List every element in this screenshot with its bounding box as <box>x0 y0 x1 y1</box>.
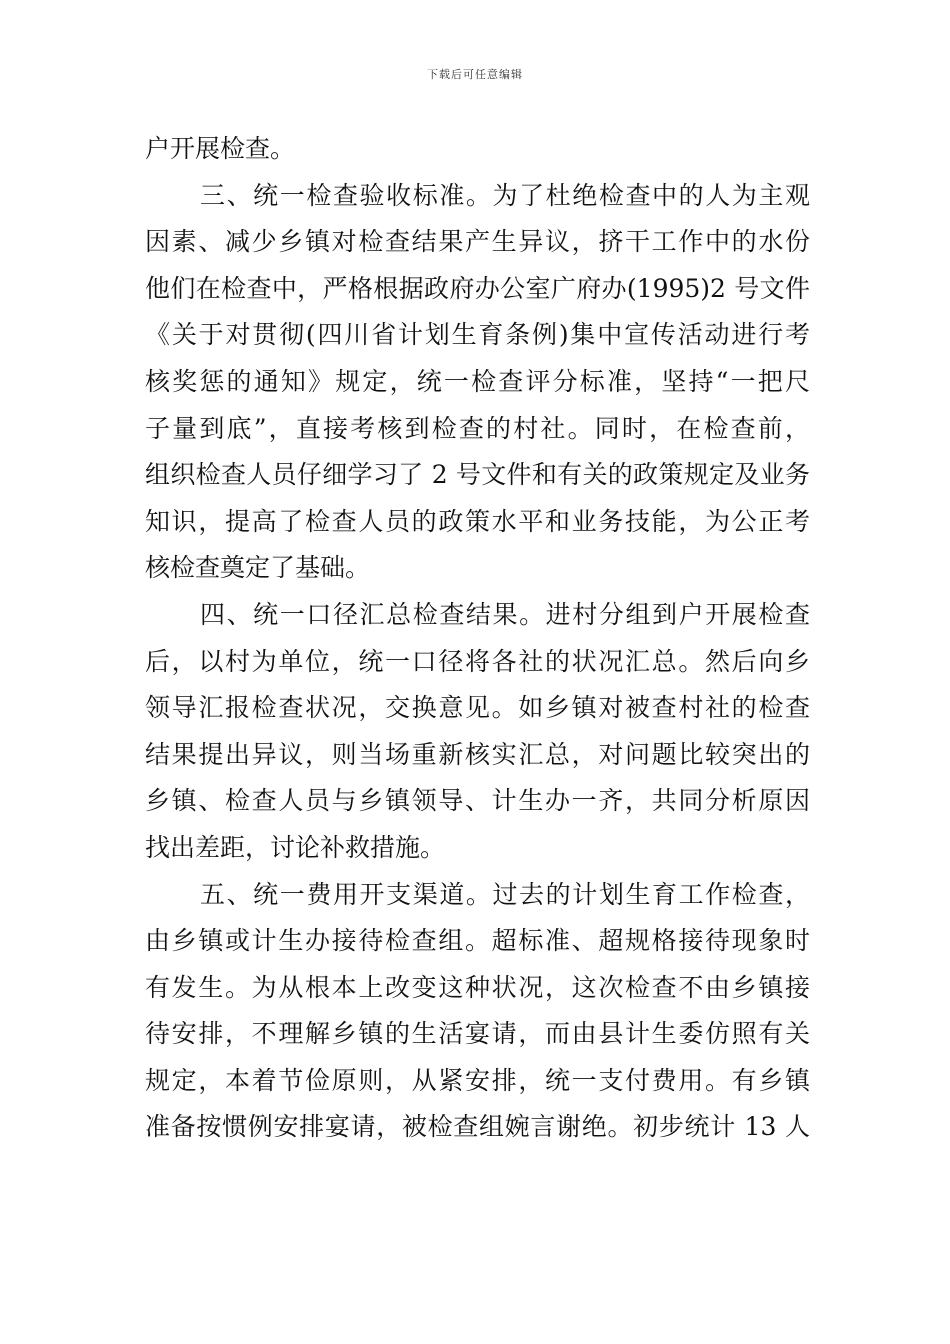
text-line: 有发生。为从根本上改变这种状况，这次检查不由乡镇接 <box>145 972 810 1002</box>
text-line: 乡镇、检查人员与乡镇领导、计生办一齐，共同分析原因 <box>145 786 810 816</box>
text-line: 核奖惩的通知》规定，统一检查评分标准，坚持“一把尺 <box>145 366 810 396</box>
paragraph-start-line: 四、统一口径汇总检查结果。进村分组到户开展检查 <box>200 599 810 629</box>
page-header: 下载后可任意编辑 <box>427 68 523 81</box>
text-line: 他们在检查中，严格根据政府办公室广府办(1995)2 号文件 <box>145 273 810 303</box>
text-line: 结果提出异议，则当场重新核实汇总，对问题比较突出的 <box>145 739 810 769</box>
text-line: 由乡镇或计生办接待检查组。超标准、超规格接待现象时 <box>145 926 810 956</box>
text-line: 因素、减少乡镇对检查结果产生异议，挤干工作中的水份 <box>145 227 810 257</box>
text-line: 待安排，不理解乡镇的生活宴请，而由县计生委仿照有关 <box>145 1019 810 1049</box>
text-line: 组织检查人员仔细学习了 2 号文件和有关的政策规定及业务 <box>145 460 810 490</box>
paragraph-start-line: 五、统一费用开支渠道。过去的计划生育工作检查， <box>200 879 810 909</box>
document-body <box>145 126 810 1151</box>
text-line: 户开展检查。 <box>145 134 296 163</box>
text-line: 《关于对贯彻(四川省计划生育条例)集中宣传活动进行考 <box>145 320 810 350</box>
text-line: 准备按惯例安排宴请，被检查组婉言谢绝。初步统计 13 人 <box>145 1112 810 1142</box>
text-line: 领导汇报检查状况，交换意见。如乡镇对被查村社的检查 <box>145 693 810 723</box>
text-line: 规定，本着节俭原则，从紧安排，统一支付费用。有乡镇 <box>145 1065 810 1095</box>
text-line: 知识，提高了检查人员的政策水平和业务技能，为公正考 <box>145 506 810 536</box>
text-line: 找出差距，讨论补救措施。 <box>145 832 446 862</box>
text-line: 核检查奠定了基础。 <box>145 553 371 583</box>
text-line: 子量到底”，直接考核到检查的村社。同时，在检查前， <box>145 413 810 443</box>
paragraph-start-line: 三、统一检查验收标准。为了杜绝检查中的人为主观 <box>200 180 810 210</box>
text-line: 后，以村为单位，统一口径将各社的状况汇总。然后向乡 <box>145 646 810 676</box>
